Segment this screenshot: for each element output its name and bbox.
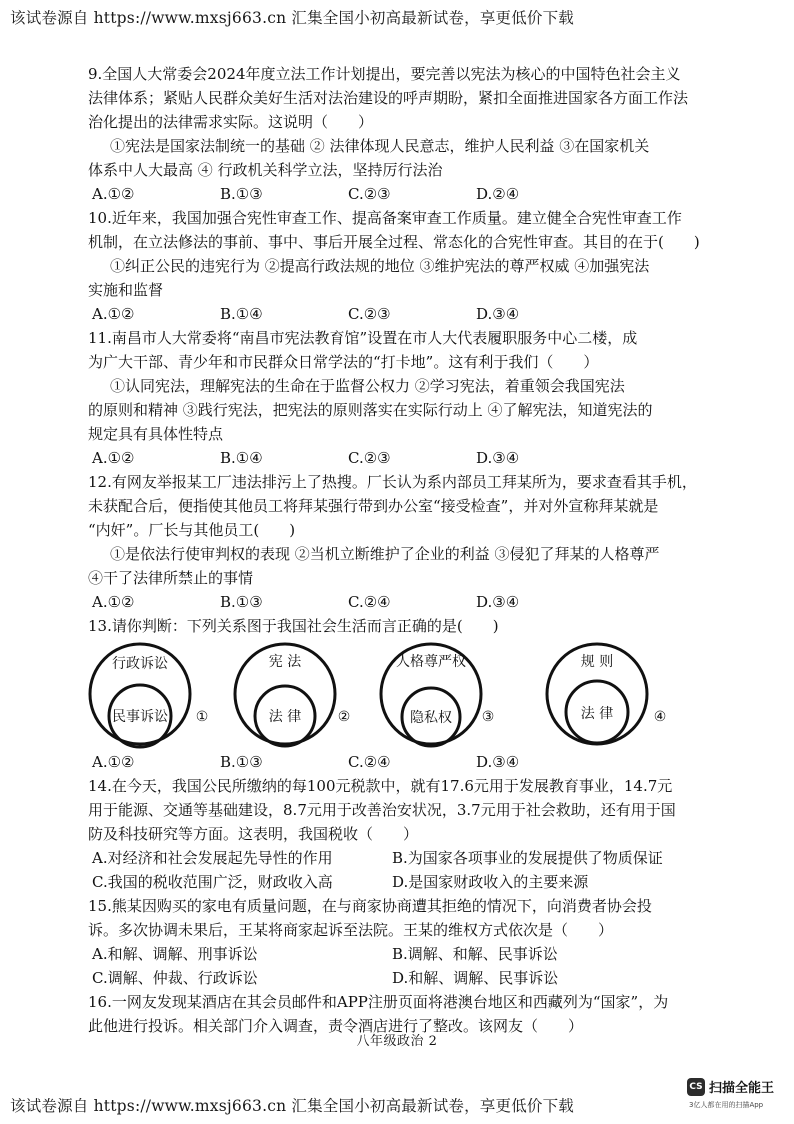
q10-stem-line: 机制，在立法修法的事前、事中、事后开展全过程、常态化的合宪性审查。其目的在于( ) (88, 233, 700, 251)
q14-options-row (88, 870, 728, 894)
q9-options (88, 182, 728, 206)
q10-items-line: ①纠正公民的违宪行为 ②提高行政法规的地位 ③维护宪法的尊严权威 ④加强宪法 (110, 257, 650, 275)
q10-stem-line: 10.近年来，我国加强合宪性审查工作、提高备案审查工作质量。建立健全合宪性审查工作 (88, 209, 682, 227)
q12-stem-line: 未获配合后，便指使其他员工将拜某强行带到办公室“接受检查”，并对外宣称拜某就是 (88, 497, 659, 515)
q12-options (88, 590, 728, 614)
option-b: B.调解、和解、民事诉讼 (392, 945, 558, 963)
q9-stem-line: 9.全国人大常委会2024年度立法工作计划提出，要完善以宪法为核心的中国特色社会主义 (88, 65, 681, 83)
option-b: B.为国家各项事业的发展提供了物质保证 (392, 849, 663, 867)
q16-stem-line: 此他进行投诉。相关部门介入调查，责令酒店进行了整改。该网友（ ） (88, 1017, 584, 1035)
scanner-watermark (687, 1076, 792, 1120)
outer-label: 人格尊严权 (396, 654, 466, 670)
q15-options-row (88, 942, 728, 966)
q11-items-line: ①认同宪法，理解宪法的生命在于监督公权力 ②学习宪法，着重领会我国宪法 (110, 377, 625, 395)
question-9 (88, 62, 728, 206)
q12-stem-line: “内奸”。厂长与其他员工( ) (88, 521, 296, 539)
option-a: A.①② (92, 305, 135, 323)
brand-name: 扫描全能王 (709, 1081, 775, 1096)
q11-options (88, 446, 728, 470)
option-b: B.①③ (220, 185, 263, 203)
inner-label: 隐私权 (410, 710, 452, 726)
q14-stem-line: 用于能源、交通等基础建设，8.7元用于改善治安状况，3.7元用于社会救助，还有用于国 (88, 801, 676, 819)
q12-stem-line: 12.有网友举报某工厂违法排污上了热搜。厂长认为系内部员工拜某所为，要求查看其手机， (88, 473, 697, 491)
question-11 (88, 326, 728, 470)
option-b: B.①③ (220, 593, 263, 611)
option-c: C.②③ (348, 305, 391, 323)
q11-items-line: 的原则和精神 ③践行宪法，把宪法的原则落实在实际行动上 ④了解宪法，知道宪法的 (88, 401, 653, 419)
option-c: C.②③ (348, 449, 391, 467)
q9-items-line: ①宪法是国家法制统一的基础 ② 法律体现人民意志，维护人民利益 ③在国家机关 (110, 137, 650, 155)
q15-stem-line: 诉。多次协调未果后，王某将商家起诉至法院。王某的维权方式依次是（ ） (88, 921, 614, 939)
outer-label: 规 则 (580, 654, 614, 670)
question-15 (88, 894, 728, 990)
option-d: D.③④ (476, 305, 520, 323)
outer-label: 宪 法 (268, 654, 302, 670)
option-a: A.①② (92, 185, 135, 203)
option-b: B.①④ (220, 449, 263, 467)
q13-stem-line: 13.请你判断：下列关系图于我国社会生活而言正确的是( ) (88, 617, 499, 635)
camscanner-logo-icon: CS (687, 1078, 705, 1096)
q9-items-line: 体系中人大最高 ④ 行政机关科学立法，坚持厉行法治 (88, 161, 443, 179)
outer-label: 行政诉讼 (112, 656, 168, 672)
option-c: C.②④ (348, 753, 391, 771)
q14-options-row (88, 846, 728, 870)
q14-stem-line: 14.在今天，我国公民所缴纳的每100元税款中，就有17.6元用于发展教育事业，14.7元 (88, 777, 673, 795)
option-c: C.②④ (348, 593, 391, 611)
option-c: C.②③ (348, 185, 391, 203)
q12-items-line: ④干了法律所禁止的事情 (88, 569, 254, 587)
page-footer-label: 八年级政治 2 (356, 1034, 438, 1049)
q11-stem-line: 11.南昌市人大常委将“南昌市宪法教育馆”设置在市人大代表履职服务中心二楼，成 (88, 329, 638, 347)
q12-items-line: ①是依法行使审判权的表现 ②当机立断维护了企业的利益 ③侵犯了拜某的人格尊严 (110, 545, 660, 563)
option-d: D.是国家财政收入的主要来源 (392, 873, 589, 891)
q13-options (88, 750, 728, 774)
diagram-2 (235, 644, 350, 746)
option-d: D.③④ (476, 449, 520, 467)
relationship-diagrams (88, 642, 728, 750)
diagram-4 (547, 644, 666, 744)
question-10 (88, 206, 728, 326)
q11-stem-line: 为广大干部、青少年和市民群众日常学法的“打卡地”。这有利于我们（ ） (88, 353, 599, 371)
bottom-banner: 该试卷源自 https://www.mxsj663.cn 汇集全国小初高最新试卷，享更低价下载 (10, 1097, 575, 1115)
option-d: D.和解、调解、民事诉讼 (392, 969, 559, 987)
option-d: D.②④ (476, 185, 520, 203)
q11-items-line: 规定具有具体性特点 (88, 425, 224, 443)
option-a: A.①② (92, 593, 135, 611)
q10-items-line: 实施和监督 (88, 281, 164, 299)
diagram-number: ① (195, 709, 209, 725)
option-a: A.①② (92, 449, 135, 467)
diagram-number: ③ (481, 709, 495, 725)
question-12 (88, 470, 728, 614)
option-d: D.③④ (476, 593, 520, 611)
option-d: D.③④ (476, 753, 520, 771)
q14-stem-line: 防及科技研究等方面。这表明，我国税收（ ） (88, 825, 419, 843)
diagram-svg (74, 642, 734, 750)
diagram-3 (381, 644, 494, 746)
exam-content (88, 62, 728, 1038)
brand-tagline: 3亿人都在用的扫描App (689, 1101, 764, 1109)
top-banner: 该试卷源自 https://www.mxsj663.cn 汇集全国小初高最新试卷，享更低价下载 (10, 9, 575, 27)
option-a: A.和解、调解、刑事诉讼 (92, 945, 258, 963)
question-14 (88, 774, 728, 894)
option-b: B.①③ (220, 753, 263, 771)
diagram-number: ④ (653, 709, 667, 725)
option-c: C.调解、仲裁、行政诉讼 (92, 969, 258, 987)
q9-stem-line: 治化提出的法律需求实际。这说明（ ） (88, 113, 374, 131)
inner-label: 法 律 (268, 709, 302, 725)
q15-options-row (88, 966, 728, 990)
q15-stem-line: 15.熊某因购买的家电有质量问题，在与商家协商遭其拒绝的情况下，向消费者协会投 (88, 897, 652, 915)
option-a: A.对经济和社会发展起先导性的作用 (92, 849, 333, 867)
option-b: B.①④ (220, 305, 263, 323)
q9-stem-line: 法律体系；紧贴人民群众美好生活对法治建设的呼声期盼，紧扣全面推进国家各方面工作法 (88, 89, 689, 107)
q16-stem-line: 16.一网友发现某酒店在其会员邮件和APP注册页面将港澳台地区和西藏列为“国家”，为 (88, 993, 669, 1011)
inner-label: 法 律 (580, 706, 614, 722)
q10-options (88, 302, 728, 326)
question-13 (88, 614, 728, 774)
inner-label: 民事诉讼 (112, 709, 168, 725)
diagram-1 (90, 644, 208, 747)
diagram-number: ② (337, 709, 351, 725)
option-a: A.①② (92, 753, 135, 771)
option-c: C.我国的税收范围广泛，财政收入高 (92, 873, 333, 891)
